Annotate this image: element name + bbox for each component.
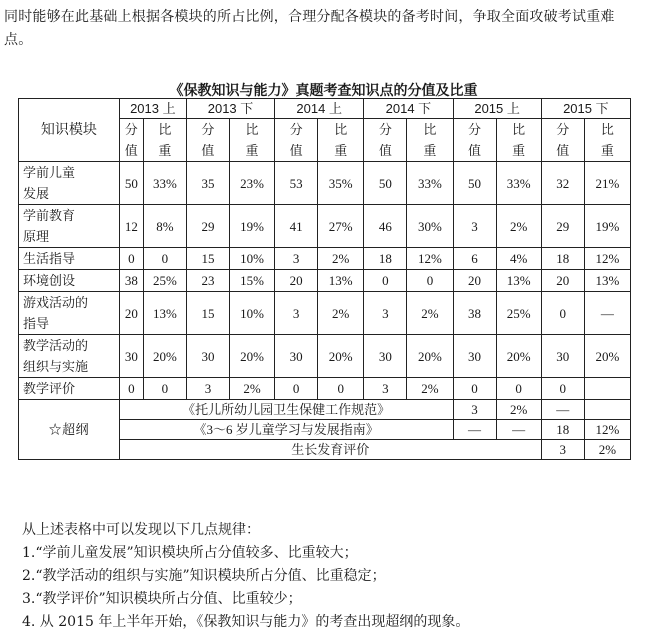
table-cell: 20 bbox=[453, 270, 496, 292]
table-cell: 29 bbox=[186, 205, 229, 248]
table-cell: 32 bbox=[541, 162, 584, 205]
sub-header-ratio: 比 重 bbox=[143, 119, 186, 162]
period-header: 2015 下 bbox=[541, 99, 630, 119]
table-cell: 20% bbox=[584, 335, 630, 378]
sub-header-ratio: 比 重 bbox=[318, 119, 364, 162]
table-cell: 0 bbox=[541, 292, 584, 335]
table-cell: 23% bbox=[229, 162, 274, 205]
table-cell: 21% bbox=[584, 162, 630, 205]
table-cell: 15 bbox=[186, 292, 229, 335]
table-cell: — bbox=[453, 420, 496, 440]
table-cell: 18 bbox=[364, 248, 407, 270]
table-cell: 13% bbox=[318, 270, 364, 292]
table-cell: 30 bbox=[275, 335, 318, 378]
table-cell: 30 bbox=[119, 335, 143, 378]
table-cell: 0 bbox=[119, 378, 143, 400]
table-row bbox=[19, 335, 631, 378]
table-cell: 20% bbox=[407, 335, 453, 378]
table-cell: 30% bbox=[407, 205, 453, 248]
beyond-item-name: 《托儿所幼儿园卫生保健工作规范》 bbox=[119, 400, 453, 420]
beyond-item-name: 生长发育评价 bbox=[119, 440, 541, 460]
table-cell: 13% bbox=[496, 270, 541, 292]
table-cell: 0 bbox=[496, 378, 541, 400]
table-cell: 10% bbox=[229, 292, 274, 335]
table-cell: 18 bbox=[541, 420, 584, 440]
table-cell: 6 bbox=[453, 248, 496, 270]
period-header: 2014 上 bbox=[275, 99, 364, 119]
table-row bbox=[19, 270, 631, 292]
table-cell: 20% bbox=[496, 335, 541, 378]
table-cell: 35 bbox=[186, 162, 229, 205]
table-row bbox=[19, 292, 631, 335]
table-cell: 33% bbox=[407, 162, 453, 205]
table-cell: 3 bbox=[541, 440, 584, 460]
table-cell: 30 bbox=[453, 335, 496, 378]
score-table bbox=[18, 98, 631, 460]
table-cell: 2% bbox=[496, 205, 541, 248]
table-cell: 0 bbox=[541, 378, 584, 400]
table-cell: 12% bbox=[584, 248, 630, 270]
table-cell: 35% bbox=[318, 162, 364, 205]
period-header: 2015 上 bbox=[453, 99, 541, 119]
module-label: 游戏活动的 指导 bbox=[19, 292, 120, 335]
table-cell: 0 bbox=[119, 248, 143, 270]
table-cell: 2% bbox=[318, 248, 364, 270]
table-cell: 3 bbox=[275, 292, 318, 335]
table-cell: 3 bbox=[186, 378, 229, 400]
table-cell: 0 bbox=[143, 248, 186, 270]
table-cell: 15% bbox=[229, 270, 274, 292]
table-cell: 3 bbox=[453, 400, 496, 420]
beyond-label: ☆超纲 bbox=[19, 400, 120, 460]
beyond-row bbox=[19, 400, 631, 420]
summary-lead: 从上述表格中可以发现以下几点规律： bbox=[22, 522, 260, 538]
module-label: 教学评价 bbox=[19, 378, 120, 400]
table-cell: 2% bbox=[407, 378, 453, 400]
table-cell: 2% bbox=[496, 400, 541, 420]
table-title: 《保教知识与能力》真题考查知识点的分值及比重 bbox=[169, 83, 478, 99]
table-cell bbox=[584, 400, 630, 420]
sub-header-score: 分 值 bbox=[453, 119, 496, 162]
table-cell: 19% bbox=[229, 205, 274, 248]
table-cell: 3 bbox=[453, 205, 496, 248]
sub-header-ratio: 比 重 bbox=[496, 119, 541, 162]
table-cell: 15 bbox=[186, 248, 229, 270]
table-cell: 27% bbox=[318, 205, 364, 248]
table-cell: 50 bbox=[364, 162, 407, 205]
summary-point: 2.“教学活动的组织与实施”知识模块所占分值、比重稳定； bbox=[22, 568, 386, 584]
table-cell: — bbox=[584, 292, 630, 335]
table-cell: 2% bbox=[229, 378, 274, 400]
table-cell: 20 bbox=[275, 270, 318, 292]
table-row bbox=[19, 378, 631, 400]
table-cell: 38 bbox=[453, 292, 496, 335]
table-cell: 0 bbox=[407, 270, 453, 292]
table-row bbox=[19, 205, 631, 248]
table-cell: 33% bbox=[143, 162, 186, 205]
table-cell: 20% bbox=[318, 335, 364, 378]
table-cell: 10% bbox=[229, 248, 274, 270]
table-cell: 20% bbox=[229, 335, 274, 378]
table-cell: 30 bbox=[364, 335, 407, 378]
table-cell: 3 bbox=[364, 378, 407, 400]
sub-header-score: 分 值 bbox=[364, 119, 407, 162]
table-cell: 25% bbox=[496, 292, 541, 335]
table-cell: 19% bbox=[584, 205, 630, 248]
table-cell: 0 bbox=[275, 378, 318, 400]
table-cell: 53 bbox=[275, 162, 318, 205]
sub-header-score: 分 值 bbox=[275, 119, 318, 162]
table-cell: 20 bbox=[541, 270, 584, 292]
table-cell: 25% bbox=[143, 270, 186, 292]
table-cell: 50 bbox=[453, 162, 496, 205]
table-cell: 12% bbox=[407, 248, 453, 270]
table-cell: 20% bbox=[143, 335, 186, 378]
table-cell: 30 bbox=[541, 335, 584, 378]
beyond-item-name: 《3～6 岁儿童学习与发展指南》 bbox=[119, 420, 453, 440]
table-cell: 13% bbox=[584, 270, 630, 292]
table-cell: 23 bbox=[186, 270, 229, 292]
table-cell: 0 bbox=[364, 270, 407, 292]
period-header: 2013 下 bbox=[186, 99, 274, 119]
table-cell: 0 bbox=[453, 378, 496, 400]
table-cell: 2% bbox=[407, 292, 453, 335]
module-label: 生活指导 bbox=[19, 248, 120, 270]
table-cell: 18 bbox=[541, 248, 584, 270]
table-cell: 12% bbox=[584, 420, 630, 440]
sub-header-score: 分 值 bbox=[186, 119, 229, 162]
table-cell: 46 bbox=[364, 205, 407, 248]
module-label: 学前教育 原理 bbox=[19, 205, 120, 248]
table-cell: 20 bbox=[119, 292, 143, 335]
header-row bbox=[19, 99, 631, 119]
table-cell: 8% bbox=[143, 205, 186, 248]
table-cell bbox=[584, 378, 630, 400]
sub-header-score: 分 值 bbox=[541, 119, 584, 162]
table-cell: 2% bbox=[584, 440, 630, 460]
table-cell: — bbox=[541, 400, 584, 420]
module-label: 环境创设 bbox=[19, 270, 120, 292]
table-row bbox=[19, 162, 631, 205]
table-cell: 33% bbox=[496, 162, 541, 205]
module-label: 学前儿童 发展 bbox=[19, 162, 120, 205]
table-cell: 4% bbox=[496, 248, 541, 270]
intro-paragraph: 同时能够在此基础上根据各模块的所占比例，合理分配各模块的备考时间，争取全面攻破考试重难点。 bbox=[4, 9, 615, 48]
table-cell: 2% bbox=[318, 292, 364, 335]
period-header: 2013 上 bbox=[119, 99, 186, 119]
header-knowledge-module: 知识模块 bbox=[19, 99, 120, 162]
table-cell: 29 bbox=[541, 205, 584, 248]
table-cell: 13% bbox=[143, 292, 186, 335]
table-cell: 30 bbox=[186, 335, 229, 378]
table-cell: 0 bbox=[318, 378, 364, 400]
table-cell: 3 bbox=[364, 292, 407, 335]
sub-header-ratio: 比 重 bbox=[584, 119, 630, 162]
table-row bbox=[19, 248, 631, 270]
table-cell: 50 bbox=[119, 162, 143, 205]
period-header: 2014 下 bbox=[364, 99, 453, 119]
table-cell: 0 bbox=[143, 378, 186, 400]
summary-point: 3.“教学评价”知识模块所占分值、比重较少； bbox=[22, 591, 302, 607]
summary-point: 4. 从 2015 年上半年开始，《保教知识与能力》的考查出现超纲的现象。 bbox=[22, 614, 470, 630]
module-label: 教学活动的 组织与实施 bbox=[19, 335, 120, 378]
sub-header-ratio: 比 重 bbox=[229, 119, 274, 162]
summary-section bbox=[22, 519, 642, 634]
table-cell: — bbox=[496, 420, 541, 440]
table-cell: 38 bbox=[119, 270, 143, 292]
table-cell: 41 bbox=[275, 205, 318, 248]
summary-point: 1.“学前儿童发展”知识模块所占分值较多、比重较大； bbox=[22, 545, 358, 561]
sub-header-score: 分 值 bbox=[119, 119, 143, 162]
sub-header-ratio: 比 重 bbox=[407, 119, 453, 162]
table-cell: 3 bbox=[275, 248, 318, 270]
table-cell: 12 bbox=[119, 205, 143, 248]
